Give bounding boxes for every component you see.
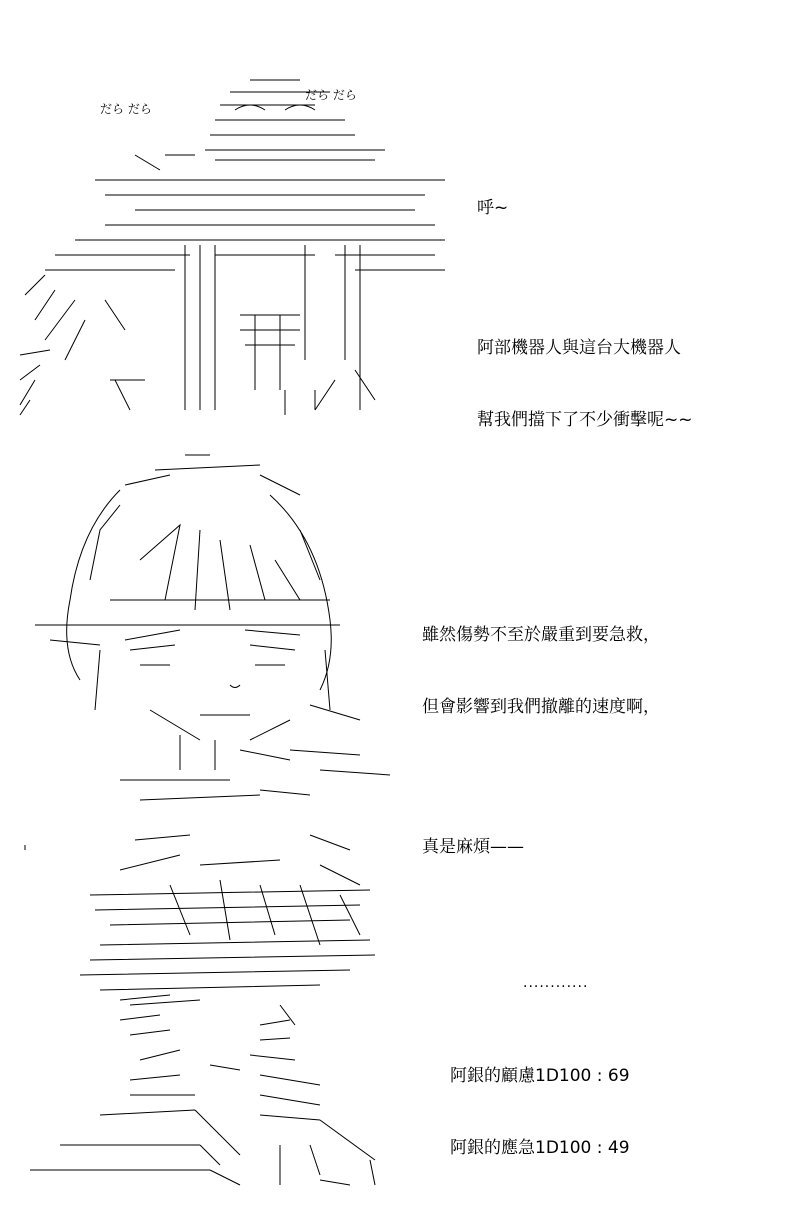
dice-roll-line: 阿銀的應急1D100 : 49 (450, 1138, 630, 1158)
dialogue-line: 但會影響到我們撤離的速度啊， (422, 697, 660, 717)
character-back-ascii-art (20, 825, 400, 1190)
dialogue-line: 雖然傷勢不至於嚴重到要急救， (422, 625, 660, 645)
dialogue-line: 真是麻煩—— (422, 837, 524, 857)
panel-1 (0, 0, 800, 430)
dialogue-line: 呼~ (477, 198, 509, 218)
sfx-dara-right: だら だら (305, 88, 357, 102)
character-portrait-ascii-art (30, 450, 400, 805)
panel-2 (0, 430, 800, 857)
dice-roll-line: 阿銀的顧慮1D100 : 69 (450, 1066, 630, 1086)
sfx-dara-left: だら だら (100, 102, 152, 116)
robot-ascii-art (15, 60, 445, 425)
panel-3 (0, 820, 800, 1200)
dialogue-line: 幫我們擋下了不少衝擊呢~~ (477, 410, 693, 430)
dialogue-line: 阿部機器人與這台大機器人 (477, 338, 681, 358)
ellipsis: ............ (523, 975, 589, 991)
dice-rolls (450, 1016, 630, 1208)
